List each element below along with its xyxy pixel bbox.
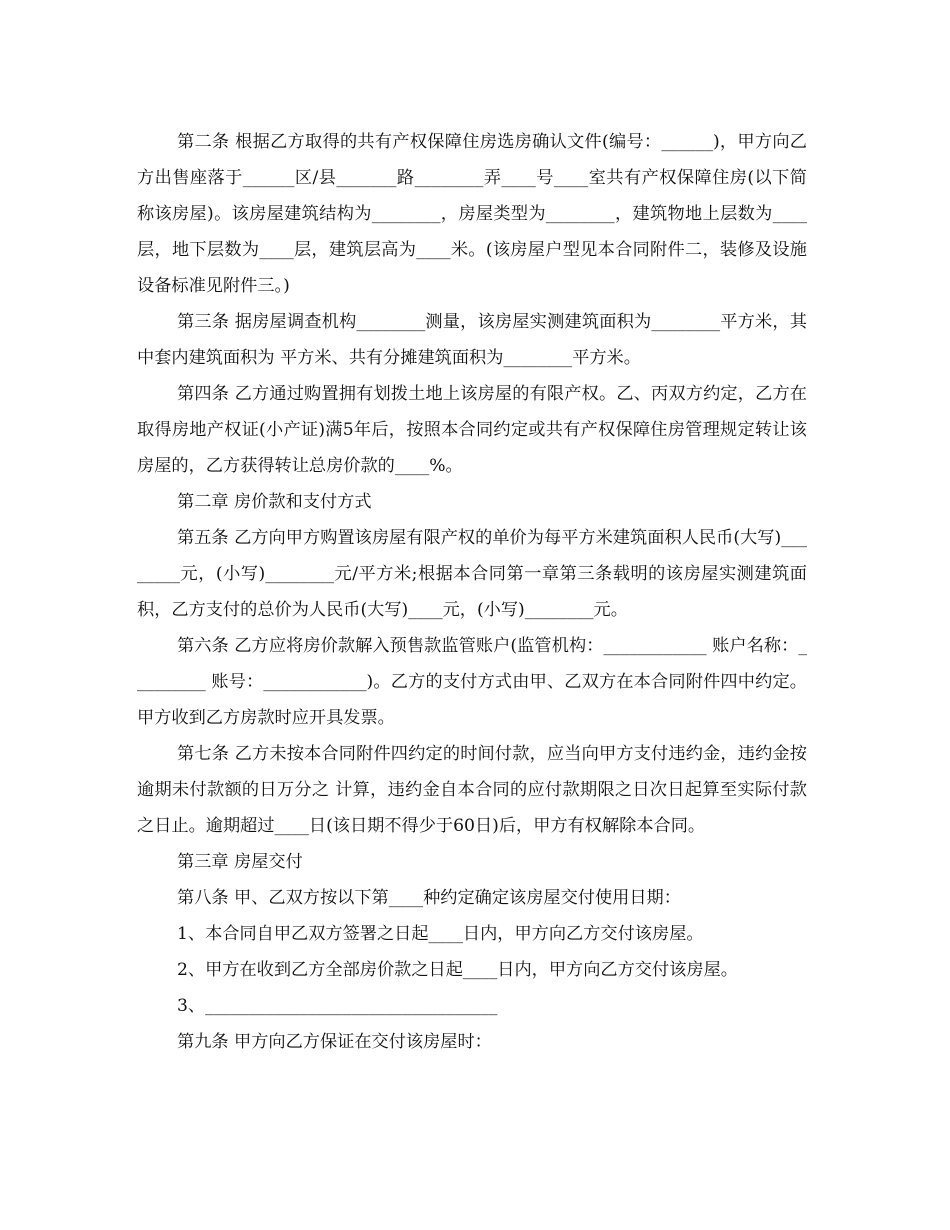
- article-3-paragraph: 第三条 据房屋调查机构________测量，该房屋实测建筑面积为________平方米，其中套内建筑面积为 平方米、共有分摊建筑面积为________平方米。: [137, 312, 807, 368]
- chapter-3-heading: 第三章 房屋交付: [177, 852, 303, 872]
- article-9-paragraph: 第九条 甲方向乙方保证在交付该房屋时：: [177, 1032, 492, 1052]
- article-8-option-3: 3、__________________________________: [177, 996, 498, 1016]
- article-6-paragraph: 第六条 乙方应将房价款解入预售款监管账户(监管机构：____________ 账户名称：_________ 账号：____________)。乙方的支付方式由甲、乙双方在本合同附件四中约定。甲方收到乙方房款时应开具发票。: [137, 636, 807, 728]
- chapter-2-heading: 第二章 房价款和支付方式: [177, 492, 372, 512]
- article-8-option-1: 1、本合同自甲乙双方签署之日起____日内，甲方向乙方交付该房屋。: [177, 924, 704, 944]
- document-body: [137, 124, 807, 1060]
- article-4-paragraph: 第四条 乙方通过购置拥有划拨土地上该房屋的有限产权。乙、丙双方约定，乙方在取得房地产权证(小产证)满5年后，按照本合同约定或共有产权保障住房管理规定转让该房屋的，乙方获得转让总房价款的____%。: [137, 384, 807, 476]
- article-8-option-2: 2、甲方在收到乙方全部房价款之日起____日内，甲方向乙方交付该房屋。: [177, 960, 738, 980]
- article-2-paragraph: 第二条 根据乙方取得的共有产权保障住房选房确认文件(编号：______)，甲方向乙方出售座落于______区/县_______路________弄____号____室共有产权保障住房(以下简称该房屋)。该房屋建筑结构为________，房屋类型为________，建筑物地上层数为____层，地下层数为____层，建筑层高为____米。(该房屋户型见本合同附件二，装修及设施设备标准见附件三。): [137, 132, 807, 296]
- article-5-paragraph: 第五条 乙方向甲方购置该房屋有限产权的单价为每平方米建筑面积人民币(大写)________元，(小写)________元/平方米;根据本合同第一章第三条载明的该房屋实测建筑面积，乙方支付的总价为人民币(大写)____元，(小写)________元。: [137, 528, 807, 620]
- article-8-paragraph: 第八条 甲、乙双方按以下第____种约定确定该房屋交付使用日期：: [177, 888, 681, 908]
- article-7-paragraph: 第七条 乙方未按本合同附件四约定的时间付款，应当向甲方支付违约金，违约金按逾期未付款额的日万分之 计算，违约金自本合同的应付款期限之日次日起算至实际付款之日止。逾期超过____日(该日期不得少于60日)后，甲方有权解除本合同。: [137, 744, 807, 836]
